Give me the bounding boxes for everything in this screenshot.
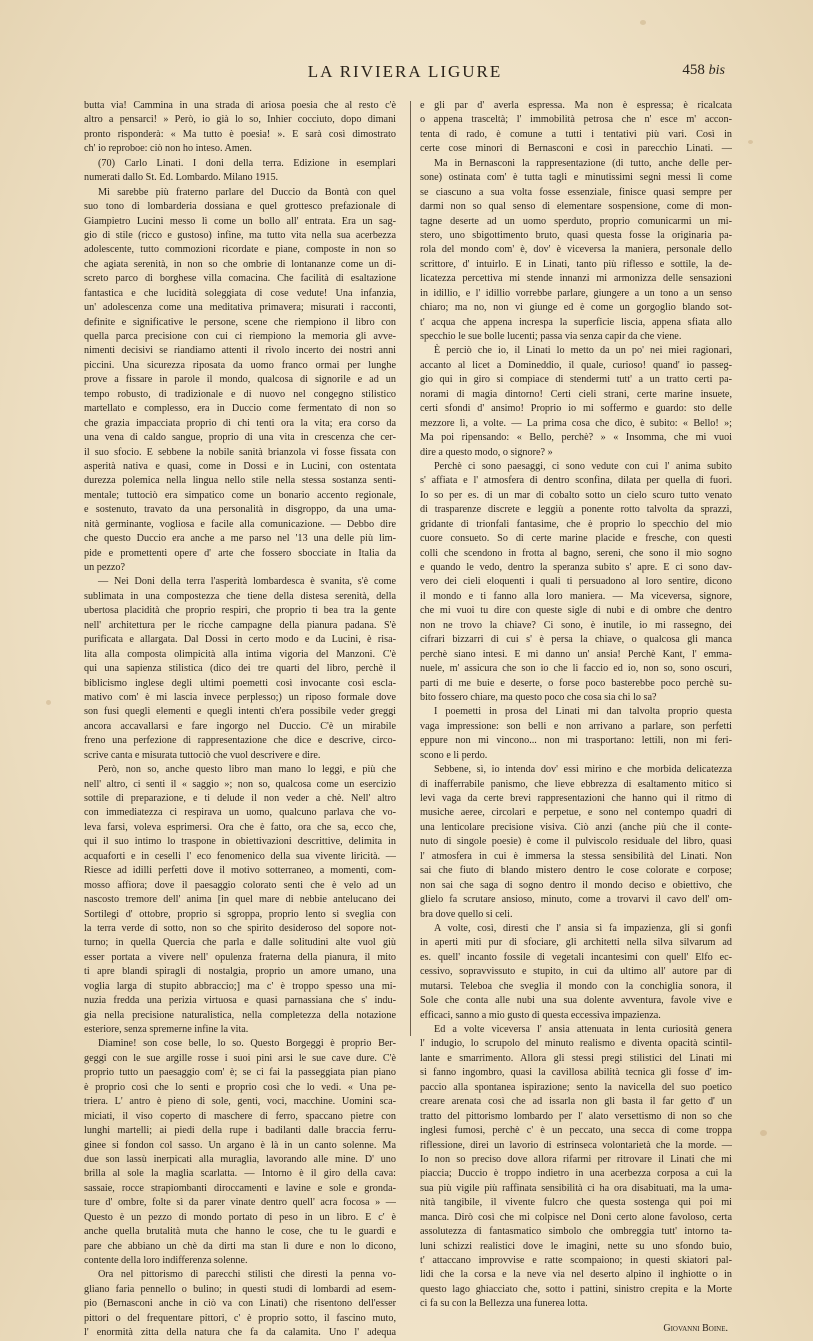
text-line: pittori o del frequentare pittori, c' è proprio sotto, il fascino muto,: [84, 1312, 396, 1324]
text-line: bra dove quello si celi.: [420, 908, 513, 920]
text-line: vero dei cieli eloquenti i quali ti persuadono al loro sentire, dicono: [420, 576, 732, 588]
text-line: triera. L' antro è pieno di sole, genti, voci, macchine. Uomini sca-: [84, 1096, 396, 1108]
text-line: asperità nativa e quasi, come in Dossi e in Lucini, con ostentata: [84, 460, 396, 472]
text-line: scrittore, d' intuirlo. E in Linati, tanto più riflesso e sottile, la de-: [420, 258, 732, 270]
text-line: geggi con le sue argille rosse i suoi pini arsi le sue cave dure. C'è: [84, 1052, 396, 1064]
text-line: che grazia impacciata proprio di chi tenti ora la vita; era corso da: [84, 417, 396, 429]
text-line: levi vaga da certe brevi rappresentazioni che hanno qui il ritmo di: [420, 793, 732, 804]
text-line: che questo Duccio era anche a me parso nel '13 una delle più lim-: [84, 533, 396, 545]
text-line: che mi vuoi tu dire con queste sigle di nubi e di ombre che dentro: [420, 605, 732, 617]
text-line: scono e li perdo.: [420, 749, 488, 761]
text-line: dire a questo modo, o signore? »: [420, 446, 553, 458]
text-line: darmi non so qual senso di elementare sospensione, come di mon-: [420, 201, 732, 213]
text-line: perchè siano intesi. E mi danno un' ansia! Perchè Kant, l' emma-: [420, 648, 732, 660]
text-line: definite e significative le persone, scene che riempiono il libro con: [84, 316, 396, 328]
text-line: nuzia fredda una perizia virtuosa e quasi parnassiana che s' indu-: [84, 995, 396, 1007]
text-line: il mondo e ti fanno alla loro maniera. — Ma viceversa, signore,: [420, 590, 732, 602]
text-line: biblicismo inglese degli ultimi poemetti così invocante così escla-: [84, 677, 396, 689]
text-line: ch' io reproboe: ciò non ho inteso. Amen.: [84, 143, 252, 155]
text-line: s' affiata e l' atmosfera di dentro sconfina, dilata per quella di fuori.: [420, 475, 732, 487]
page-number-suffix: bis: [708, 63, 725, 78]
text-line: tratto del pittorismo lombardo per l' alato versettismo di non so che: [420, 1110, 732, 1122]
text-line: turno; in quella Quercia che parla e dalle solitudini alte vuol giù: [84, 937, 396, 949]
text-line: manca. Dirò così che mi colpisce nel Doni certo alone favoloso, certa: [420, 1211, 732, 1223]
text-line: luni schizzi realistici dove le imagini, nette su uno sfondo buio,: [420, 1240, 732, 1252]
text-line: cuore consueto. So di certe marine placide e fresche, con questi: [420, 533, 732, 545]
text-line: esteriore, senza spremerne infine la vita.: [84, 1024, 249, 1035]
text-line: sublimata in una compostezza che tiene della distesa serenità, della: [84, 590, 396, 602]
text-line: glielo fa scrutare ansioso, minuto, come a trovarvi il cavo dell' om-: [420, 894, 732, 906]
text-line: e gli par d' averla espressa. Ma non è espressa; è ricalcata: [420, 100, 732, 111]
text-line: qui il suo intimo lo traspone in obiettivazioni descrittive, delimita in: [84, 836, 396, 848]
text-line: esser portata a vivere nell' opulenza fraterna della pianura, il mito: [84, 951, 396, 963]
text-line: Riesce ad idilli perfetti dove il motivo sotterraneo, a momenti, com-: [84, 865, 396, 877]
right-column-lines: [420, 99, 732, 1312]
author-signature: Giovanni Boine.: [663, 1322, 728, 1334]
text-line: son fusi quegli elementi e quegli intenti ch'era possibile veder greggi: [84, 706, 396, 718]
text-line: nuele, m' assicura che son io che li faccio ed io, non so, sono oscuri,: [420, 663, 732, 675]
text-line: ginee si fondon col sasso. Un argano è là in un canto solenne. Ma: [84, 1139, 396, 1151]
text-line: in idillio, e l' idillio vorrebbe parlare, giungere a un tono a un senso: [420, 287, 732, 299]
text-line: ancora accavallarsi e fare ingorgo nel Duccio. C'è un mirabile: [84, 720, 396, 732]
text-line: È perciò che io, il Linati lo metto da un po' nei miei ragionari,: [434, 345, 732, 357]
text-line: mativo com' è mi lascia invece perplesso;) un riposo formale dove: [84, 691, 396, 703]
text-line: il suo sfocio. E sebbene la nobile sanità brianzola vi fosse fissata con: [84, 446, 396, 458]
text-line: due son lassù inerpicati alla muraglia, lavorando alle mine. D' uno: [84, 1153, 396, 1165]
text-line: è proprio così che lo senti e proprio così che lo vedi. « Una pe-: [84, 1081, 396, 1093]
text-line: ture d' ombre, folte sì da parer vinate dentro quell' acra focosa » —: [84, 1197, 396, 1209]
text-line: specchio le sue bolle lucenti; passa via senza capir da che viene.: [420, 331, 682, 342]
text-line: bito fossero chiare, ma questo poco che cosa sia chi lo sa?: [420, 691, 657, 703]
text-line: nascosto tremore dell' anima [in quel mare di nebbie antelucano dei: [84, 894, 396, 906]
text-line: piaccia; Duccio è troppo indietro in una acerbezza corposa a cui la: [420, 1168, 732, 1180]
text-line: Io non so preciso dove allora rifarmi per ritrovare il Linati che mi: [420, 1153, 732, 1165]
text-line: di inafferrabile panismo, che lieve ebbrezza di esaltamento mitico si: [420, 778, 732, 790]
text-line: Ed a volte viceversa l' ansia attenuata in lenta curiosità genera: [434, 1024, 732, 1035]
text-line: e sostenuto, travato da una personalità in disgroppo, da una uma-: [84, 504, 396, 516]
text-line: tenta di rado, è comune a tutti i tentativi più vari. Così in: [420, 128, 732, 140]
text-line: acquaforti e in ceselli l' eco fenomenico della sua vivente liricità. —: [84, 850, 396, 862]
text-line: certi sfondi d' ansimo! Proprio io mi soffermo e guardo: sto delle: [420, 403, 732, 415]
text-line: nuto di singole poesie) è come il pulviscolo residuale del libro, quasi: [420, 836, 732, 848]
text-line: t' acqua che appena increspa la superficie liscia, appena sfiata allo: [420, 316, 732, 328]
text-line: t' attaccano improvvise e ratte scompaiono; in questi skiatori pal-: [420, 1255, 732, 1266]
text-line: se ciascuno a sua volta fosse essenziale, finisce quasi sempre per: [420, 186, 732, 198]
text-line: lita alla composta olimpicità alla intima vigoria del Manzoni. C'è: [84, 648, 396, 660]
page-number: [682, 62, 725, 79]
right-column: [420, 99, 732, 1336]
text-line: rola del mondo com' è, dov' è viceversa la maniera, personale dello: [420, 244, 732, 256]
text-line: sai che fiuto di blando mistero dentro le cose colorate e corpose;: [420, 865, 732, 877]
text-line: altro a pensarci! » Però, io già lo so, Inhier cocciuto, dopo dimani: [84, 114, 396, 126]
text-line: tempo robusto, di tradizionale e di nuovo nel congegno stilistico: [84, 388, 396, 400]
text-line: sassaie, rocce strapiombanti diroccamenti e lavine e sole e gronda-: [84, 1182, 396, 1194]
text-line: gridante di trionfali fantasime, che è proprio lo specchio del mio: [420, 518, 732, 530]
running-header: [85, 62, 725, 84]
text-line: Ora nel pittorismo di parecchi stilisti che diresti la penna vo-: [98, 1269, 396, 1281]
text-line: pide e promettenti opere d' arte che fossero sbocciate in Italia da: [84, 547, 396, 559]
text-line: accanto al licet a Domineddio, il quale, curioso! quand' io passeg-: [420, 359, 732, 371]
text-line: proprio tutto un paesaggio com' è; se ci fai la passeggiata pian piano: [84, 1067, 396, 1079]
text-line: pare che abbiano un chè da dirti ma stan lì dure e non lo dicono,: [84, 1240, 396, 1252]
text-line: o appena trasceltà; l' immobilità petrosa che n' esce m' accon-: [420, 114, 732, 126]
paper-stain: [46, 700, 51, 705]
text-line: Sortilegi d' ottobre, proprio si sgroppa, proprio lento si sveglia con: [84, 908, 396, 920]
text-line: norami di magia dintorno! Certi cieli strani, certe marine insuete,: [420, 388, 732, 400]
text-line: scrive canta e misurata tuttociò che vuol descrivere e dire.: [84, 749, 321, 761]
text-line: nell' architettura per le ricche campagne della pianura padana. S'è: [84, 619, 396, 631]
text-line: voglia larga di stupito abbraccio;] ma c' è troppo spesso una mi-: [84, 980, 396, 992]
text-line: piccini. Una sicurezza riposata da uomo franco ormai per lunghe: [84, 359, 396, 371]
text-line: musiche aeree, circolari e perpetue, e sono nel contempo quadri di: [420, 807, 732, 819]
text-line: una vena di caldo sangue, proprio di una vita in crescenza che cer-: [84, 432, 396, 444]
text-line: cessivo, sopravvissuto e stupito, in cui da ultimo all' autore par di: [420, 966, 732, 978]
text-line: ti apre blandi spiragli di nostalgia, proprio un amore umano, una: [84, 966, 396, 978]
text-line: A volte, così, diresti che l' ansia si fa impazienza, gli si gonfi: [434, 922, 732, 934]
text-line: creare arenata così che ad issarla non gli basta il far getto d' un: [420, 1096, 732, 1108]
text-line: Mi sarebbe più fraterno parlare del Duccio da Bontà con quel: [98, 186, 396, 198]
text-line: vaga impressione: son belli e non arrivano a parlare, son perfetti: [420, 720, 732, 732]
text-line: Io so per es. di un mar di cobalto sotto un cielo scuro tutto venato: [420, 489, 732, 501]
text-line: numerati dallo St. Ed. Lombardo. Milano 1915.: [84, 172, 279, 184]
text-line: miciati, il viso coperto di maschere di ferro, spaccano pietre con: [84, 1110, 396, 1122]
text-line: lante e smarrimento. Allora gli stessi pregi stilistici del Linati mi: [420, 1052, 732, 1064]
text-line: licatezza percettiva mi stende innanzi mi armonizza delle sensazioni: [420, 273, 732, 285]
text-line: brilla al sole la maglia scarlatta. — Intorno è il giro della cava:: [84, 1168, 396, 1180]
text-line: nimenti decisivi se riandiamo attenti il rivolo incerto dei nostri anni: [84, 345, 396, 357]
text-line: mosso affiora; dove il paesaggio colorato senti che è velo ad un: [84, 879, 396, 891]
text-line: (70) Carlo Linati. I doni della terra. Edizione in esemplari: [98, 157, 396, 169]
text-line: ubertosa placidità che proprio respiri, che proprio ti bea tra la gente: [84, 605, 396, 617]
text-line: mezzore lì, a volte. — La prima cosa che dico, è subito: « Bello! »;: [420, 417, 732, 429]
text-line: anche quella brutalità muta che hanno le cose, che tu le guardi e: [84, 1226, 396, 1238]
text-line: Giampietro Lucini messo lì come un bollo all' entrata. Era un sag-: [84, 215, 396, 227]
text-line: screto parco di borghese villa comacina. Che facilità di esaltazione: [84, 273, 396, 285]
text-line: gio qui in giro si compiace di stendermi tutt' a un tratto certi pa-: [420, 374, 732, 386]
text-line: tagne deserte ad un uomo sperduto, proprio comunicarmi un mi-: [420, 215, 732, 227]
text-line: un' adolescenza come una meditativa primavera; misurati i racconti,: [84, 302, 396, 314]
text-line: la terra verde di sotto, non so che spirito desideroso del sopore not-: [84, 922, 396, 934]
text-line: durezza polemica nella lingua nello stile nella stessa sostanza senti-: [84, 475, 396, 487]
text-line: nità germinante, vogliosa e facile alla comunicazione. — Debbo dire: [84, 518, 396, 530]
text-line: sottile di preparazione, e ti delude il non veder a chè. Nell' altro: [84, 793, 396, 804]
text-line: butta via! Cammina in una strada di ariosa poesia che al resto c'è: [84, 100, 396, 111]
text-line: martellato e complesso, era in Duccio come fermentato di non so: [84, 403, 396, 415]
text-line: una lenticolare precisione visiva. Ciò anzi (anche più che il conte-: [420, 821, 732, 833]
text-line: sone) ostinata com' è tutta tagli e minutissimi segni messi lì come: [420, 172, 732, 184]
text-line: si fanno ingombro, quasi la cavillosa abilità tecnica gli fosse d' im-: [420, 1067, 732, 1079]
text-line: lidi che la corsa e la neve via nel deserto alpino il inghiotte o in: [420, 1269, 732, 1281]
text-line: nità tangibile, il vivente fulcro che questa sostenga qui poi mi: [420, 1197, 732, 1209]
journal-title: LA RIVIERA LIGURE: [307, 62, 503, 81]
text-line: di trasparenze discrete e leggiù a ponente rotto talvolta da sprazzi,: [420, 504, 732, 516]
text-line: fantastica e che lucidità soleggiata di cose vedute! Una infanzia,: [84, 287, 396, 299]
text-line: nell' altro, ci senti il « saggio »; non so, qualcosa come un esercizio: [84, 778, 396, 790]
text-line: questo lago ghiacciato che, sotto i pattini, sinistro crepita e la Morte: [420, 1283, 732, 1295]
text-line: leva farsi, voleva esprimersi. Ora che è fatto, ora che sa, ecco che,: [84, 821, 396, 833]
text-line: inglesi fumosi, perchè c' è un peccato, una secca di come troppa: [420, 1125, 732, 1137]
text-line: non ne trovo la chiave? Ci sono, è inutile, io mi rassegno, dei: [420, 619, 732, 631]
text-line: mutarsi. Teleboa che sveglia il mondo con la conchiglia sonora, il: [420, 980, 732, 992]
text-line: parti di me buie e deserte, o forse poco basterebbe poco perchè su-: [420, 677, 732, 689]
text-line: Sole che conta alle nubi una sua dolente avventura, favole vive e: [420, 995, 732, 1007]
text-line: contente della loro indifferenza solenne.: [84, 1255, 248, 1266]
text-line: con immediatezza ci respirava un uomo, qualcuno parlava che vo-: [84, 807, 396, 819]
left-column: [84, 99, 396, 1341]
text-line: riflessione, direi un lavorio di estrinseca volontarietà che la morde. —: [420, 1139, 732, 1151]
text-line: — Nei Doni della terra l'asperità lombardesca è svanita, s'è come: [98, 576, 396, 588]
text-line: stero, uno sbigottimento bruto, quasi questa fosse la originaria pa-: [420, 229, 732, 241]
text-line: Ma poi ripensando: « Bello, perchè? » « Insomma, che mi vuoi: [420, 432, 732, 444]
text-line: quella parca precisione con cui ci riempiono la memoria gli avve-: [84, 331, 396, 342]
text-line: prove a fissare in parole il mondo, qualcosa di signorile e ad un: [84, 374, 396, 386]
text-line: I poemetti in prosa del Linati mi dan talvolta proprio questa: [434, 706, 732, 718]
text-line: Ma in Bernasconi la rappresentazione (di tutto, anche delle per-: [434, 157, 732, 169]
text-line: suo tono di lombarderia dossiana e quel grottesco prefazionale di: [84, 201, 396, 213]
text-line: lunghi martelli; ai piedi della rupe i badilanti dalle braccia ferru-: [84, 1125, 396, 1137]
text-line: es. quell' incanto fossile di vegetali incantesimi con quell' Elfo ec-: [420, 951, 732, 963]
text-line: gio di stile (ricco e gustoso) infine, ma tutto vita nella sua acerbezza: [84, 229, 396, 241]
text-line: cifrari bizzarri di cui s' è persa la chiave, o qualcosa gli manca: [420, 634, 732, 646]
text-line: colli che scendono in frotta al bagno, sereni, che sono il mio sogno: [420, 547, 732, 559]
text-line: Perchè ci sono paesaggi, ci sono vedute con cui l' anima subito: [434, 460, 732, 472]
text-line: adolescente, tutto commozioni ricordate e piane, composte in non so: [84, 244, 396, 256]
text-line: l' indugio, lo scrupolo del minuto realismo e diventa opacità scintil-: [420, 1038, 732, 1050]
paper-stain: [760, 1130, 767, 1136]
text-line: pio (Bernasconi anche in ciò va con Linati) che risentono dell'esser: [84, 1298, 396, 1310]
text-line: purificata e allargata. Dal Dossi in certo modo e da Lucini, è risa-: [84, 634, 396, 646]
column-divider: [410, 101, 411, 1036]
text-line: freno una perfezione di rappresentazione che dice e descrive, circo-: [84, 735, 396, 747]
text-line: l' enormità zitta della natura che fa da calamita. Uno l' adequa: [84, 1327, 396, 1339]
text-line: Questo è un pezzo di mondo portato di peso in un libro. E c' è: [84, 1211, 396, 1223]
text-line: non sai che saga di sogno dentro il mondo deciso e obiettivo, che: [420, 879, 732, 891]
paper-stain: [640, 20, 646, 25]
paper-stain: [748, 140, 753, 144]
text-line: in aperti miti pur di sfociare, gli architetti nella silva silvarum ad: [420, 937, 732, 949]
text-line: ci fa su con la Bellezza una funerea lotta.: [420, 1298, 588, 1310]
text-line: mentale; tuttociò era simpatico come un bonario accento regionale,: [84, 489, 396, 501]
text-line: Diamine! son cose belle, lo so. Questo Borgeggi è proprio Ber-: [98, 1038, 396, 1050]
text-line: efficaci, sanno a mio gusto di questa eccessiva impazienza.: [420, 1009, 661, 1021]
text-line: sua più vigile più raffinata sensibilità ci ha ora disabituati, ma la uma-: [420, 1182, 732, 1194]
text-line: chiaro; ma no, non vi giunge ed è come un gorgoglio blando sot-: [420, 302, 732, 314]
text-line: che agiata serenità, in non so che ombrie di lontananze come un di-: [84, 258, 396, 270]
text-line: gia nella precisione naturalistica, nella completezza della notazione: [84, 1009, 396, 1021]
text-line: pronto risponderà: « Ma tutto è poesia! ». E sarà così dimostrato: [84, 128, 396, 140]
text-line: un pezzo?: [84, 562, 126, 573]
text-line: eppure non mi vincono... non mi trasportano: lettili, non mi feri-: [420, 735, 732, 747]
text-line: assolutezza di fantasmatico simbolo che ombreggia tutt' intorno ta-: [420, 1226, 732, 1238]
text-line: Però, non so, anche questo libro man mano lo leggi, e più che: [98, 764, 396, 776]
text-line: certe cose minori di Bernasconi e così in parecchio Linati. —: [420, 143, 732, 155]
page-number-value: 458: [682, 62, 705, 78]
text-line: Sebbene, sì, io intenda dov' essi mirino e che morbida delicatezza: [434, 764, 732, 776]
text-line: l' atmosfera in cui è immersa la stessa sensibilità del Linati. Non: [420, 850, 732, 862]
text-line: paccio alla spontanea ispirazione; sento la navicella del suo poetico: [420, 1081, 732, 1093]
text-line: qui una sapienza stilistica (dico dei tre quarti del libro, perchè il: [84, 663, 396, 675]
text-line: gliano faria pennello o bulino; in questi studi di lombardi ad esem-: [84, 1283, 396, 1295]
text-line: e quando le vedo, dentro la speranza subito s' apre. E ci sono dav-: [420, 562, 732, 573]
